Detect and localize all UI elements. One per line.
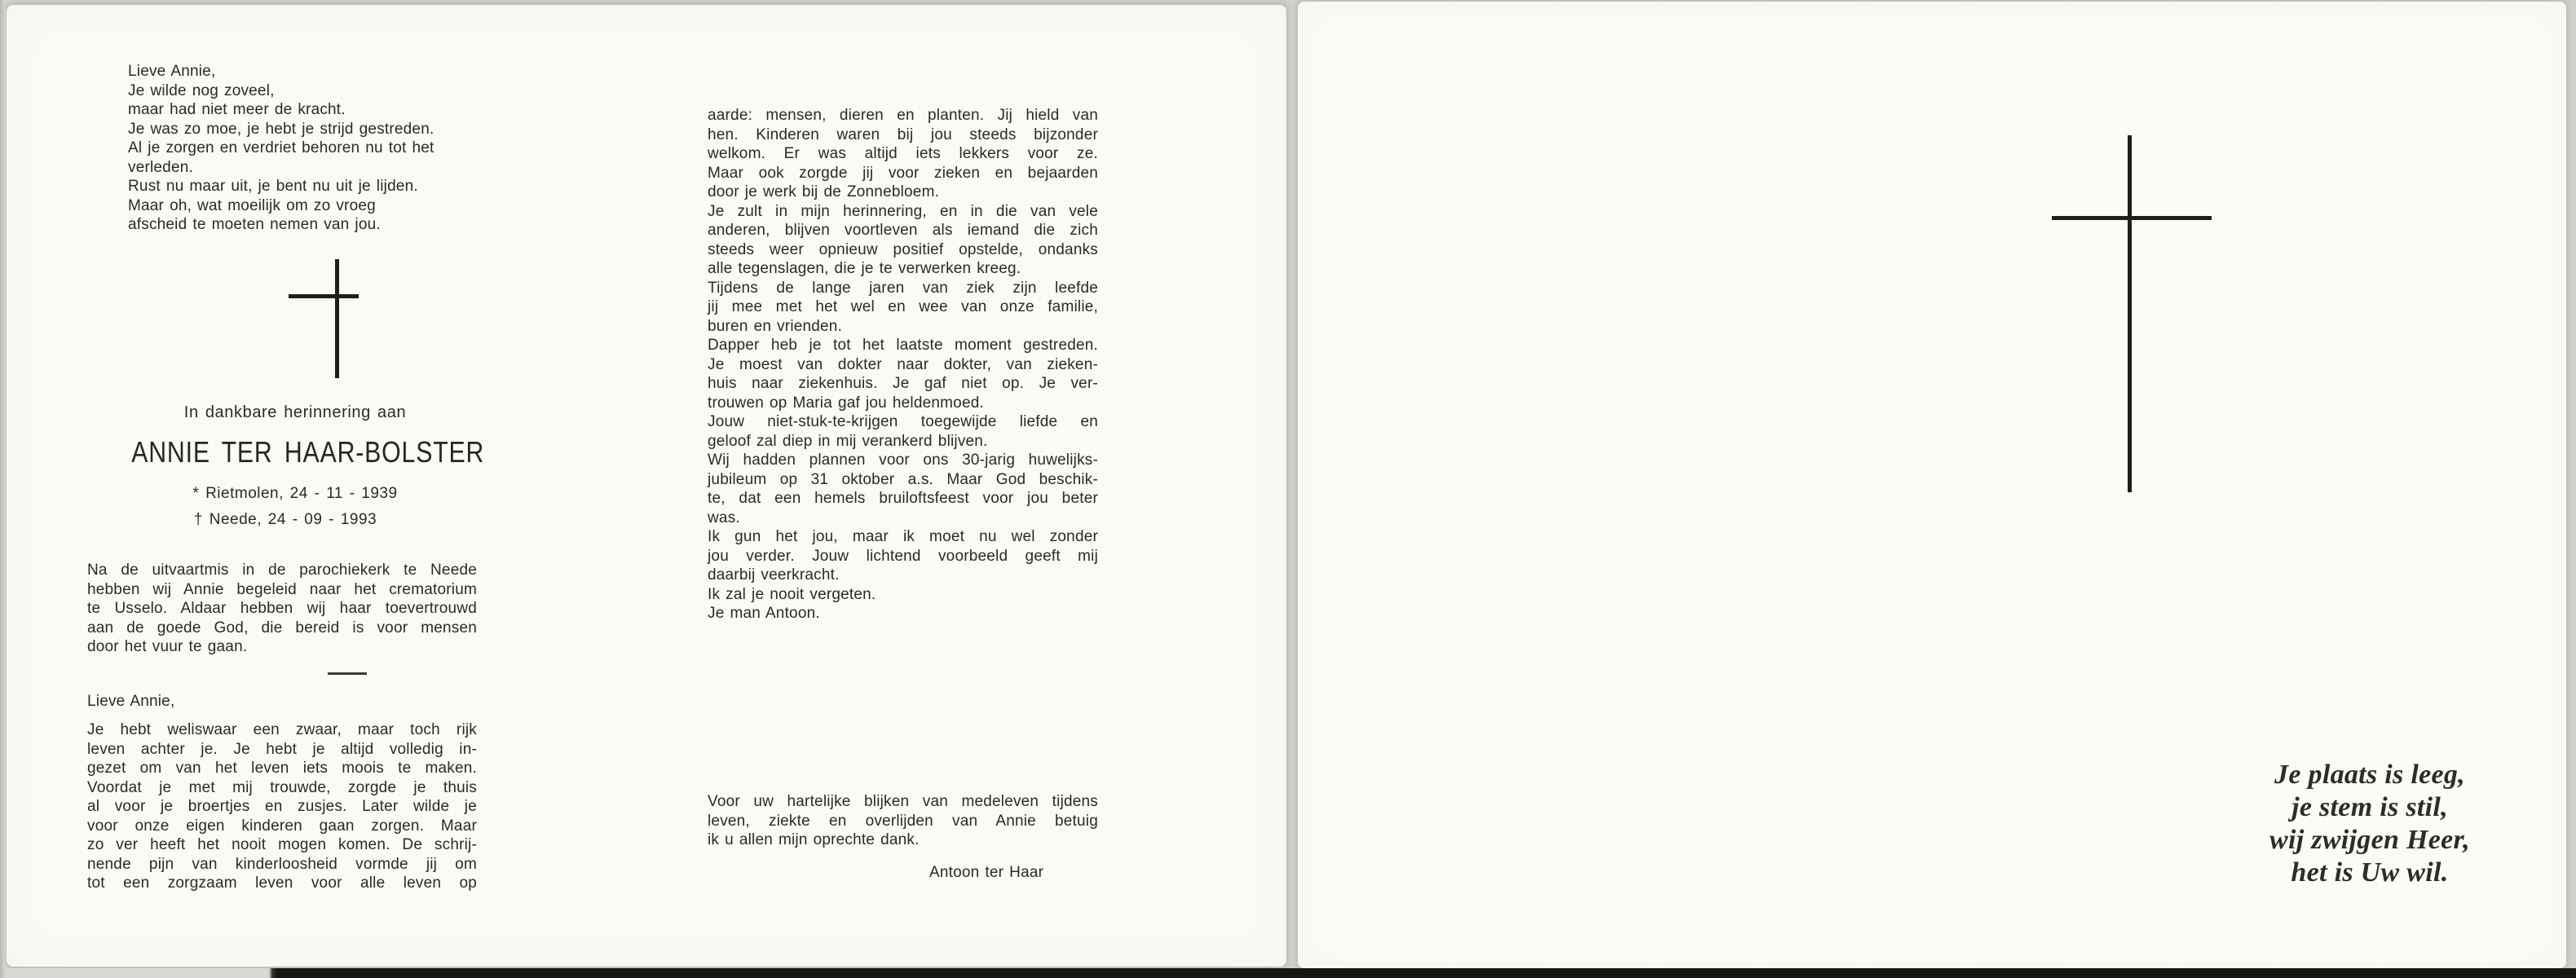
paragraph xyxy=(708,279,1098,337)
tribute-line: zo ver heeft het nooit mogen komen. De schrij- xyxy=(87,836,477,853)
letter-line: door je werk bij de Zonnebloem. xyxy=(708,183,940,200)
letter-line: Wij hadden plannen voor ons 30-jarig huwelijks- xyxy=(708,452,1098,469)
poem-line: afscheid te moeten nemen van jou. xyxy=(128,216,381,233)
paragraph xyxy=(708,451,1098,527)
scanner-bed-edge xyxy=(0,968,2576,978)
verse-line: wij zwijgen Heer, xyxy=(2269,825,2470,855)
salutation: Lieve Annie, xyxy=(87,693,175,710)
tribute-line: Voordat je met mij trouwde, zorgde je thuis xyxy=(87,778,477,796)
poem-line: Lieve Annie, xyxy=(128,63,216,80)
tribute-line: al voor je broertjes en zusjes. Later wilde je xyxy=(87,798,477,815)
memorial-card-front xyxy=(1298,2,2566,968)
opening-poem xyxy=(128,62,518,235)
verse-line: je stem is stil, xyxy=(2291,792,2448,822)
letter-line: Tijdens de lange jaren van ziek zijn leefde xyxy=(708,279,1098,297)
memorial-card-inner-spread xyxy=(7,5,1286,967)
letter-line: Maar ook zorgde jij voor zieken en bejaarden xyxy=(708,164,1098,182)
condolence-line: Voor uw hartelijke blijken van medeleven tijdens xyxy=(708,793,1098,810)
tribute-line: gezet om van het leven iets moois te maken. xyxy=(87,760,477,777)
letter-line: Je zult in mijn herinnering, en in die van vele xyxy=(708,202,1098,220)
paragraph xyxy=(708,106,1098,202)
verse-line: het is Uw wil. xyxy=(2291,857,2449,888)
poem-line: verleden. xyxy=(128,158,193,176)
funeral-note-line: Na de uitvaartmis in de parochiekerk te Neede xyxy=(87,562,477,579)
paragraph xyxy=(708,527,1098,585)
letter-line: Dapper heb je tot het laatste moment gestreden. xyxy=(708,337,1098,354)
paragraph xyxy=(708,202,1098,279)
memorial-verse xyxy=(2166,759,2574,889)
poem-line: maar had niet meer de kracht. xyxy=(128,101,346,118)
poem-line: Rust nu maar uit, je bent nu uit je lijden. xyxy=(128,178,418,195)
poem-line: Je wilde nog zoveel, xyxy=(128,82,275,99)
letter-line: te, dat een hemels bruiloftsfeest voor jou beter xyxy=(708,490,1098,507)
letter-line: buren en vrienden. xyxy=(708,317,843,335)
death-line: † Neede, 24 - 09 - 1993 xyxy=(193,511,377,528)
letter-line: was. xyxy=(708,509,740,526)
letter-line: Ik gun het jou, maar ik moet nu wel zonder xyxy=(708,528,1098,545)
funeral-note xyxy=(87,561,477,657)
poem-line: Je was zo moe, je hebt je strijd gestreden. xyxy=(128,120,434,138)
tribute-line: Je hebt weliswaar een zwaar, maar toch rijk xyxy=(87,721,477,738)
letter-line: Jouw niet-stuk-te-krijgen toegewijde liefde en xyxy=(708,413,1098,430)
poem-line: Al je zorgen en verdriet behoren nu tot het xyxy=(128,139,434,156)
letter-line: Ik zal je nooit vergeten. xyxy=(708,585,876,603)
funeral-note-line: hebben wij Annie begeleid naar het crematorium xyxy=(87,580,477,598)
funeral-note-line: aan de goede God, die bereid is voor mensen xyxy=(87,619,477,637)
tribute-line: tot een zorgzaam leven voor alle leven op xyxy=(87,874,477,892)
letter-line: Je man Antoon. xyxy=(708,605,820,622)
poem-line: Maar oh, wat moeilijk om zo vroeg xyxy=(128,196,376,214)
tribute-line: nende pijn van kinderloosheid vormde jij om xyxy=(87,855,477,873)
paragraph xyxy=(708,412,1098,451)
section-divider xyxy=(328,672,367,675)
paragraph xyxy=(708,336,1098,412)
letter-line: alle tegenslagen, die je te verwerken kreeg. xyxy=(708,260,1021,277)
letter-line: Je moest van dokter naar dokter, van zieken- xyxy=(708,355,1098,373)
condolence-line: leven, ziekte en overlijden van Annie betuig xyxy=(708,812,1098,830)
tribute-paragraph xyxy=(87,720,477,893)
letter-line: hen. Kinderen waren bij jou steeds bijzonder xyxy=(708,126,1098,143)
signature: Antoon ter Haar xyxy=(929,864,1044,881)
paragraph xyxy=(708,585,1098,605)
funeral-note-line: door het vuur te gaan. xyxy=(87,638,248,655)
tribute-line: voor onze eigen kinderen gaan zorgen. Maar xyxy=(87,817,477,835)
condolence-line: ik u allen mijn oprechte dank. xyxy=(708,831,920,848)
funeral-note-line: te Usselo. Aldaar hebben wij haar toevertrouwd xyxy=(87,600,477,617)
letter-line: welkom. Er was altijd iets lekkers voor ze. xyxy=(708,145,1098,162)
letter-line: jou verder. Jouw lichtend voorbeeld geeft mij xyxy=(708,547,1098,565)
letter-continuation xyxy=(708,106,1098,623)
tribute-line: leven achter je. Je hebt je altijd volledig in- xyxy=(87,740,477,758)
paragraph xyxy=(708,604,1098,623)
verse-line: Je plaats is leeg, xyxy=(2274,760,2465,790)
letter-line: huis naar ziekenhuis. Je gaf niet op. Je ver- xyxy=(708,375,1098,392)
letter-line: daarbij veerkracht. xyxy=(708,566,840,584)
letter-line: trouwen op Maria gaf jou heldenmoed. xyxy=(708,394,984,412)
dedication-line: In dankbare herinnering aan xyxy=(183,403,407,421)
birth-line: * Rietmolen, 24 - 11 - 1939 xyxy=(192,485,398,502)
letter-line: jubileum op 31 oktober a.s. Maar God beschik- xyxy=(708,470,1098,488)
letter-line: anderen, blijven voortleven als iemand die zich xyxy=(708,222,1098,239)
condolence-note xyxy=(708,792,1098,850)
letter-line: geloof zal diep in mij verankerd blijven. xyxy=(708,432,988,450)
scan-crease xyxy=(0,0,6,978)
deceased-name: ANNIE TER HAAR-BOLSTER xyxy=(131,435,485,469)
letter-line: steeds weer opnieuw positief opstelde, ondanks xyxy=(708,240,1098,258)
letter-line: jij mee met het wel en wee van onze familie, xyxy=(708,298,1098,315)
letter-line: aarde: mensen, dieren en planten. Jij hield van xyxy=(708,107,1098,124)
